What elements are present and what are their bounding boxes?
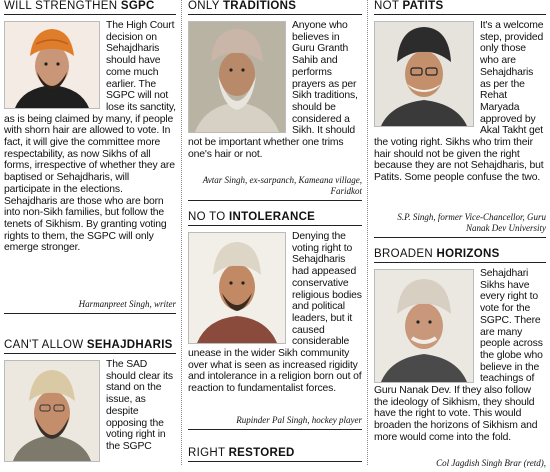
- section-credit: Rupinder Pal Singh, hockey player: [188, 415, 362, 430]
- portrait-avtar-singh: [188, 21, 286, 133]
- heading-bold: RESTORED: [228, 447, 295, 459]
- heading-plain: CAN'T ALLOW: [4, 339, 87, 351]
- heading-plain: NOT: [374, 0, 403, 12]
- section-heading: [4, 0, 176, 15]
- heading-bold: TRADITIONS: [222, 0, 297, 12]
- section-credit: Col Jagdish Singh Brar (retd),: [436, 458, 546, 468]
- section-not-patits: [374, 0, 546, 238]
- section-heading: [188, 0, 362, 15]
- section-credit: Avtar Singh, ex-sarpanch, Kameana village, Faridkot: [188, 175, 362, 201]
- heading-bold: INTOLERANCE: [229, 211, 316, 223]
- heading-plain: RIGHT: [188, 447, 229, 459]
- portrait-harmanpreet-singh: [4, 21, 100, 109]
- section-no-to-intolerance: [188, 211, 362, 430]
- section-will-strengthen-sgpc: [4, 0, 176, 314]
- section-heading: [188, 447, 362, 462]
- section-body: [374, 20, 546, 208]
- section-right-restored: [188, 447, 362, 462]
- portrait-sp-singh: [374, 21, 474, 127]
- section-credit: Harmanpreet Singh, writer: [4, 299, 176, 314]
- heading-bold: HORIZONS: [436, 248, 500, 260]
- heading-plain: WILL STRENGTHEN: [4, 0, 121, 12]
- section-text: Denying the voting right to Sehajdharis had appeased conservative religious bodies and political leaders, but it caused considerable unease in the wider Sikh community over what is seen as increased rigidity and intolerance in a religion born out of reaction to fundamentalist forces.: [188, 231, 362, 395]
- section-body: [188, 20, 362, 171]
- section-only-traditions: [188, 0, 362, 201]
- section-credit: S.P. Singh, former Vice-Chancellor, Guru Nanak Dev University: [374, 212, 546, 238]
- section-cant-allow-sehajdharis: [4, 339, 176, 469]
- section-text: The SAD should clear its stand on the issue, as despite opposing the voting right in the SGPC: [106, 359, 173, 452]
- heading-bold: PATITS: [402, 0, 444, 12]
- section-body: [4, 359, 176, 469]
- section-heading: [4, 339, 176, 354]
- section-heading: [374, 0, 546, 15]
- heading-plain: BROADEN: [374, 248, 437, 260]
- section-body: [4, 20, 176, 295]
- section-heading: [374, 248, 546, 263]
- section-heading: [188, 211, 362, 226]
- portrait-rupinder-pal-singh: [188, 232, 286, 344]
- section-body: [188, 231, 362, 411]
- heading-bold: SEHAJDHARIS: [86, 339, 173, 351]
- section-broaden-horizons: [374, 248, 546, 472]
- portrait-jagdish-singh-brar: [374, 269, 474, 383]
- portrait-sad-speaker: [4, 360, 100, 462]
- column-rule-1: [181, 0, 182, 465]
- section-text: Sehajdhari Sikhs have every right to vote for the SGPC. There are many people across the globe who believe in the teachings of Guru Nanak Dev. If they also follow the ideology of Sikhism, they should have the right to vote. This would broaden the horizons of Sikhism and more would come into the fold.: [374, 268, 543, 443]
- section-body: [374, 268, 546, 454]
- section-text: Anyone who believes in Guru Granth Sahib and performs prayers as per Sikh traditions, should be considered a Sikh. It should not be important whether one trims one's hair or not.: [188, 20, 358, 160]
- heading-plain: ONLY: [188, 0, 223, 12]
- heading-bold: SGPC: [120, 0, 155, 12]
- heading-plain: NO TO: [188, 211, 229, 223]
- section-text: The High Court decision on Sehajdharis should have come much earlier. The SGPC will not lose its sanctity, as is being claimed by many, if people with shorn hair are allowed to vote. In fact, it will give the committee more respectability, as now Sikhs of all forms, irrespective of whether they are baptised or Sehajdharis, will participate in the elections. Sehajdharis are those who are born into non-Sikh families, but follow the tenets of Sikhism. By granting voting rights to them, the SGPC will only emerge stronger.: [4, 20, 176, 254]
- section-text: It's a welcome step, provided only those who are Sehajdharis as per the Rehat Maryada approved by Akal Takht get the voting right. Sikhs who trim their hair should not be given the right because they are not Sehajdharis, but Patits. Some people confuse the two.: [374, 20, 544, 184]
- column-rule-2: [367, 0, 368, 465]
